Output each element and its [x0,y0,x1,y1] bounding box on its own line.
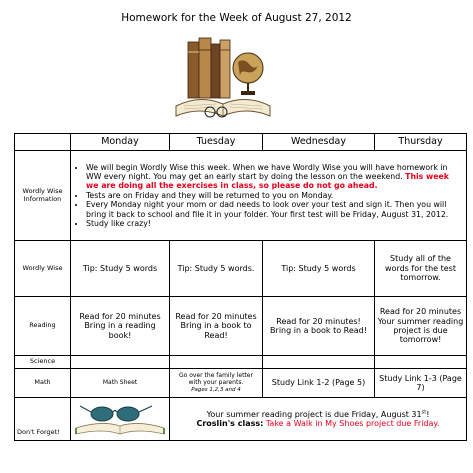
day-header-monday: Monday [71,134,170,151]
wordly-thursday: Study all of the words for the test tomorrow. [375,241,467,297]
math-thursday: Study Link 1-3 (Page 7) [375,369,467,398]
corner-cell [15,134,71,151]
dont-forget-label: Don't Forget! [15,398,71,441]
homework-table [14,133,467,441]
wordly-info-item: • Every Monday night your mom or dad needs to look over your test and sign it. Then you will bring it back to school and file it in your folder. Your first test will be Friday, August 31, 2012. [86,200,464,219]
reading-row [15,297,467,356]
science-wednesday [263,356,375,369]
science-label: Science [15,356,71,369]
science-thursday [375,356,467,369]
reading-label: Reading [15,297,71,356]
math-label: Math [15,369,71,398]
dont-forget-cell [170,398,467,441]
page-title: Homework for the Week of August 27, 2012 [121,12,352,24]
math-monday: Math Sheet [71,369,170,398]
science-tuesday [170,356,263,369]
header-row [15,134,467,151]
reading-wednesday: Read for 20 minutes! Bring in a book to Read! [263,297,375,356]
wordly-info-label: Wordly Wise Information [15,151,71,241]
wordly-monday: Tip: Study 5 words [71,241,170,297]
math-tuesday: Go over the family letter with your parents. Pages 1,2,3 and 4 [170,369,263,398]
day-header-tuesday: Tuesday [170,134,263,151]
math-wednesday: Study Link 1-2 (Page 5) [263,369,375,398]
reading-project-notice: Your summer reading project is due Friday, August 31st! [206,409,430,419]
sunglasses-book-clipart [72,398,168,438]
wordly-info-list [73,163,464,228]
wordly-tuesday: Tip: Study 5 words. [170,241,263,297]
day-header-wednesday: Wednesday [263,134,375,151]
science-monday [71,356,170,369]
wordly-info-row [15,151,467,241]
dont-forget-row [15,398,467,441]
wordly-info-item: • Study like crazy! [86,219,464,228]
alert-text: This week we are doing all the exercises in class, so please do not go ahead. [86,172,449,191]
science-row [15,356,467,369]
wordly-wise-row [15,241,467,297]
wordly-info-cell [71,151,467,241]
reading-monday: Read for 20 minutes Bring in a reading book! [71,297,170,356]
dont-forget-image-cell [71,398,170,441]
wordly-wise-label: Wordly Wise [15,241,71,297]
reading-tuesday: Read for 20 minutes Bring in a book to Read! [170,297,263,356]
wordly-info-item: • Tests are on Friday and they will be returned to you on Monday. [86,191,464,200]
croslin-class-notice: Croslin's class: Take a Walk in My Shoes project due Friday. [196,419,440,429]
wordly-wednesday: Tip: Study 5 words [263,241,375,297]
math-tuesday-pages: Pages 1,2,3 and 4 [191,387,241,394]
books-globe-clipart [170,36,276,124]
reading-thursday: Read for 20 minutes Your summer reading project is due tomorrow! [375,297,467,356]
wordly-info-item: • We will begin Wordly Wise this week. When we have Wordly Wise you will have homework in WW every night. You may get an early start by doing the lesson on the weekend. This week we are doing all the exercises in class, so please do not go ahead. [86,163,464,191]
day-header-thursday: Thursday [375,134,467,151]
math-row [15,369,467,398]
